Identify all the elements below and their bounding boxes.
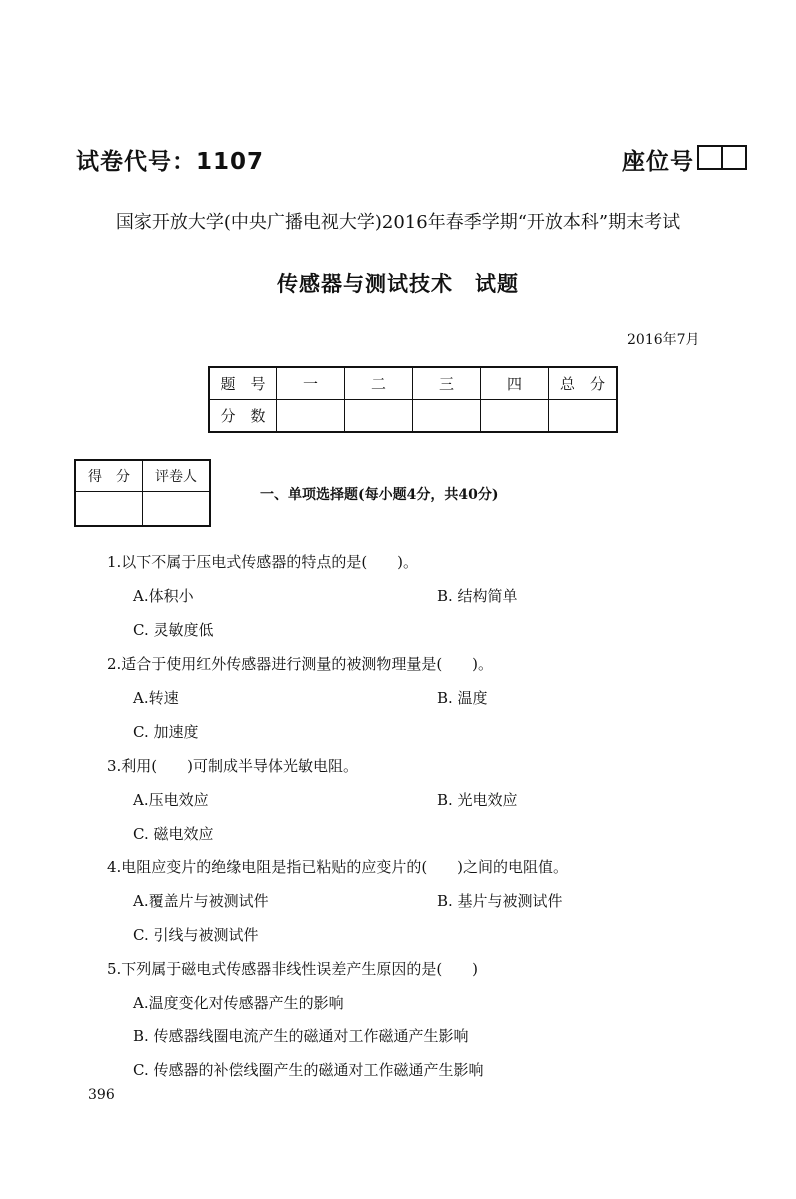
score-cell (277, 400, 345, 433)
score-table-row-label: 分 数 (209, 400, 277, 433)
seat-box-1 (699, 147, 721, 168)
score-table-col-1: 一 (277, 367, 345, 400)
exam-code: 试卷代号：1107 (76, 149, 265, 175)
question-5-option-a: A.温度变化对传感器产生的影响 (133, 994, 344, 1012)
question-2-option-a: A.转速 (133, 689, 179, 707)
exam-title: 传感器与测试技术 试题 (277, 272, 519, 296)
question-4-option-b: B. 基片与被测试件 (437, 892, 563, 910)
question-3-option-b: B. 光电效应 (437, 791, 518, 809)
score-cell (413, 400, 481, 433)
grader-name-cell (143, 492, 211, 527)
question-2: 2.适合于使用红外传感器进行测量的被测物理量是( )。 (107, 655, 494, 673)
score-table (208, 366, 618, 433)
question-1-option-b: B. 结构简单 (437, 587, 518, 605)
question-1: 1.以下不属于压电式传感器的特点的是( )。 (107, 553, 419, 571)
question-3-option-c: C. 磁电效应 (133, 825, 214, 843)
question-1-option-a: A.体积小 (133, 587, 194, 605)
university-line: 国家开放大学(中央广播电视大学)2016年春季学期“开放本科”期末考试 (115, 212, 681, 233)
page-number: 396 (88, 1087, 115, 1103)
grader-score-header: 得 分 (75, 460, 143, 492)
question-1-option-c: C. 灵敏度低 (133, 621, 214, 639)
score-table-col-3: 三 (413, 367, 481, 400)
score-table-col-4: 四 (481, 367, 549, 400)
score-table-col-total: 总 分 (549, 367, 618, 400)
section-title: 一、单项选择题(每小题4分，共40分) (260, 487, 499, 503)
seat-number-boxes (697, 145, 747, 170)
question-5: 5.下列属于磁电式传感器非线性误差产生原因的是( ) (107, 960, 479, 978)
question-3-option-a: A.压电效应 (133, 791, 209, 809)
question-4-option-c: C. 引线与被测试件 (133, 926, 259, 944)
seat-number-label: 座位号 (622, 149, 694, 175)
question-2-option-b: B. 温度 (437, 689, 488, 707)
score-cell (345, 400, 413, 433)
grader-score-cell (75, 492, 143, 527)
question-3: 3.利用( )可制成半导体光敏电阻。 (107, 757, 359, 775)
question-4: 4.电阻应变片的绝缘电阻是指已粘贴的应变片的( )之间的电阻值。 (107, 858, 569, 876)
grader-name-header: 评卷人 (143, 460, 211, 492)
score-cell (481, 400, 549, 433)
question-5-option-c: C. 传感器的补偿线圈产生的磁通对工作磁通产生影响 (133, 1061, 484, 1079)
question-4-option-a: A.覆盖片与被测试件 (133, 892, 269, 910)
question-5-option-b: B. 传感器线圈电流产生的磁通对工作磁通产生影响 (133, 1027, 469, 1045)
question-2-option-c: C. 加速度 (133, 723, 199, 741)
score-table-header-label: 题 号 (209, 367, 277, 400)
exam-date: 2016年7月 (627, 332, 700, 348)
grader-table (74, 459, 211, 527)
score-table-col-2: 二 (345, 367, 413, 400)
seat-box-2 (721, 147, 745, 168)
score-cell (549, 400, 618, 433)
